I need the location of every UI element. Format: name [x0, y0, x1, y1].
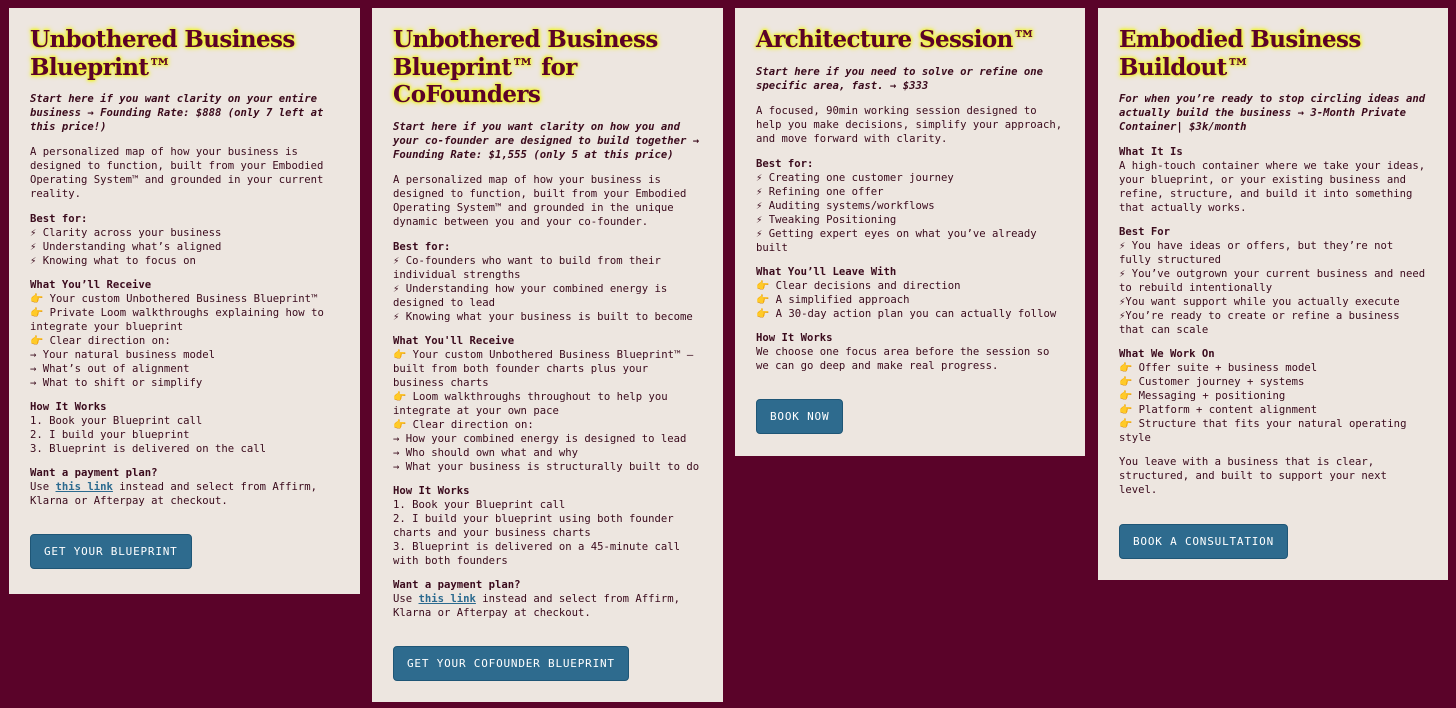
how-it-works-section: [393, 484, 703, 568]
list-item: ⚡ Getting expert eyes on what you’ve already built: [756, 227, 1037, 254]
how-heading: How It Works: [756, 331, 833, 344]
payment-heading: Want a payment plan?: [393, 578, 521, 591]
leave-heading: What You’ll Leave With: [756, 265, 897, 278]
best-for-section: [1119, 225, 1428, 337]
card-title: Embodied Business Buildout™: [1119, 26, 1361, 81]
list-item: 👉 A 30-day action plan you can actually follow: [756, 307, 1057, 320]
list-item: ⚡ Refining one offer: [756, 185, 884, 198]
receive-section: [30, 278, 340, 390]
list-item: 👉 Platform + content alignment: [1119, 404, 1318, 416]
list-item: ⚡ Clarity across your business: [30, 227, 222, 239]
best-for-heading: Best for:: [756, 157, 814, 170]
list-item: → Who should own what and why: [393, 446, 578, 459]
list-item: 👉 Your custom Unbothered Business Blueprint™ — built from both founder charts plus your business charts: [393, 348, 694, 389]
list-item: ⚡ You have ideas or offers, but they’re not fully structured: [1119, 240, 1394, 266]
card-description: A focused, 90min working session designed to help you make decisions, simplify your approach, and move forward with clarity.: [756, 104, 1063, 145]
card-lede: Start here if you need to solve or refine one specific area, fast. → $333: [756, 65, 1044, 92]
list-item: → What to shift or simplify: [30, 377, 203, 389]
payment-plan-link[interactable]: this link: [55, 481, 113, 493]
list-item: 2. I build your blueprint using both founder charts and your business charts: [393, 512, 674, 539]
get-cofounder-blueprint-button[interactable]: GET YOUR COFOUNDER BLUEPRINT: [393, 646, 629, 681]
list-item: ⚡You want support while you actually execute: [1119, 296, 1400, 308]
receive-section: [393, 334, 703, 474]
how-it-works-section: [756, 331, 1065, 373]
offer-card-embodied-buildout: [1098, 8, 1448, 580]
receive-heading: What You'll Receive: [393, 334, 515, 347]
list-item: 👉 Private Loom walkthroughs explaining how to integrate your blueprint: [30, 307, 324, 333]
list-item: → What’s out of alignment: [30, 363, 190, 375]
offer-card-blueprint: [9, 8, 360, 594]
payment-text: Use this link instead and select from Affirm, Klarna or Afterpay at checkout.: [30, 481, 318, 507]
list-item: 👉 Loom walkthroughs throughout to help you integrate at your own pace: [393, 390, 668, 417]
receive-heading: What You’ll Receive: [30, 279, 152, 291]
card-title: Architecture Session™: [756, 26, 1036, 53]
list-item: ⚡ Knowing what your business is built to become: [393, 310, 693, 323]
list-item: ⚡ Knowing what to focus on: [30, 255, 196, 267]
book-now-button[interactable]: BOOK NOW: [756, 399, 843, 434]
card-lede: Start here if you want clarity on how you and your co-founder are designed to build together → Founding Rate: $1,555 (only 5 at this price): [393, 120, 700, 161]
payment-plan-section: [393, 578, 703, 620]
list-item: ⚡ Creating one customer journey: [756, 171, 954, 184]
list-item: ⚡ Tweaking Positioning: [756, 213, 897, 226]
list-item: 👉 Offer suite + business model: [1119, 362, 1318, 374]
best-for-heading: Best for:: [393, 240, 451, 253]
list-item: 👉 A simplified approach: [756, 293, 910, 306]
list-item: ⚡You’re ready to create or refine a business that can scale: [1119, 310, 1400, 336]
what-heading: What It Is: [1119, 146, 1183, 158]
list-item: 👉 Structure that fits your natural operating style: [1119, 418, 1407, 444]
list-item: 1. Book your Blueprint call: [30, 415, 203, 427]
list-item: 3. Blueprint is delivered on a 45-minute call with both founders: [393, 540, 681, 567]
how-heading: How It Works: [393, 484, 470, 497]
book-consultation-button[interactable]: BOOK A CONSULTATION: [1119, 524, 1288, 559]
how-heading: How It Works: [30, 401, 107, 413]
payment-text: Use this link instead and select from Affirm, Klarna or Afterpay at checkout.: [393, 592, 681, 619]
list-item: 2. I build your blueprint: [30, 429, 190, 441]
list-item: → Your natural business model: [30, 349, 215, 361]
card-title: Unbothered Business Blueprint™ for CoFounders: [393, 26, 658, 108]
card-title: Unbothered Business Blueprint™: [30, 26, 295, 81]
what-text: A high-touch container where we take your ideas, your blueprint, or your existing business and refine, structure, and build it into something that actually works.: [1119, 160, 1426, 214]
best-for-heading: Best For: [1119, 226, 1171, 238]
work-on-section: [1119, 347, 1428, 445]
payment-plan-section: [30, 466, 340, 508]
best-for-section: [30, 212, 340, 268]
list-item: ⚡ Understanding what’s aligned: [30, 241, 222, 253]
offer-card-cofounder-blueprint: [372, 8, 723, 702]
list-item: 1. Book your Blueprint call: [393, 498, 566, 511]
work-heading: What We Work On: [1119, 348, 1215, 360]
list-item: 👉 Clear direction on:: [393, 418, 534, 431]
card-lede: Start here if you want clarity on your entire business → Founding Rate: $888 (only 7 left at this price!): [30, 93, 324, 133]
offer-card-architecture-session: [735, 8, 1085, 456]
what-it-is-section: [1119, 145, 1428, 215]
card-description: A personalized map of how your business is designed to function, built from your Embodied Operating System™ and grounded in the unique dynamic between you and your co-founder.: [393, 173, 687, 228]
list-item: → How your combined energy is designed to lead: [393, 432, 687, 445]
list-item: 👉 Clear decisions and direction: [756, 279, 961, 292]
closing-text: You leave with a business that is clear, structured, and built to support your next level.: [1119, 456, 1387, 496]
list-item: 👉 Messaging + positioning: [1119, 390, 1286, 402]
list-item: ⚡ Understanding how your combined energy is designed to lead: [393, 282, 668, 309]
get-blueprint-button[interactable]: GET YOUR BLUEPRINT: [30, 534, 192, 569]
leave-with-section: [756, 265, 1065, 321]
how-it-works-section: [30, 400, 340, 456]
list-item: ⚡ Co-founders who want to build from their individual strengths: [393, 254, 661, 281]
best-for-section: [756, 157, 1065, 255]
best-for-section: [393, 240, 703, 324]
list-item: ⚡ Auditing systems/workflows: [756, 199, 935, 212]
list-item: 👉 Clear direction on:: [30, 335, 171, 347]
list-item: 👉 Your custom Unbothered Business Blueprint™: [30, 293, 318, 305]
best-for-heading: Best for:: [30, 213, 88, 225]
list-item: ⚡ You’ve outgrown your current business and need to rebuild intentionally: [1119, 268, 1426, 294]
card-lede: For when you’re ready to stop circling ideas and actually build the business → 3-Month Private Container| $3k/month: [1119, 93, 1426, 133]
list-item: 3. Blueprint is delivered on the call: [30, 443, 266, 455]
list-item: 👉 Customer journey + systems: [1119, 376, 1305, 388]
list-item: → What your business is structurally built to do: [393, 460, 700, 473]
how-text: We choose one focus area before the session so we can go deep and make real progress.: [756, 345, 1050, 372]
payment-plan-link[interactable]: this link: [418, 592, 476, 605]
card-description: A personalized map of how your business is designed to function, built from your Embodied Operating System™ and grounded in your current reality.: [30, 146, 324, 200]
payment-heading: Want a payment plan?: [30, 467, 158, 479]
